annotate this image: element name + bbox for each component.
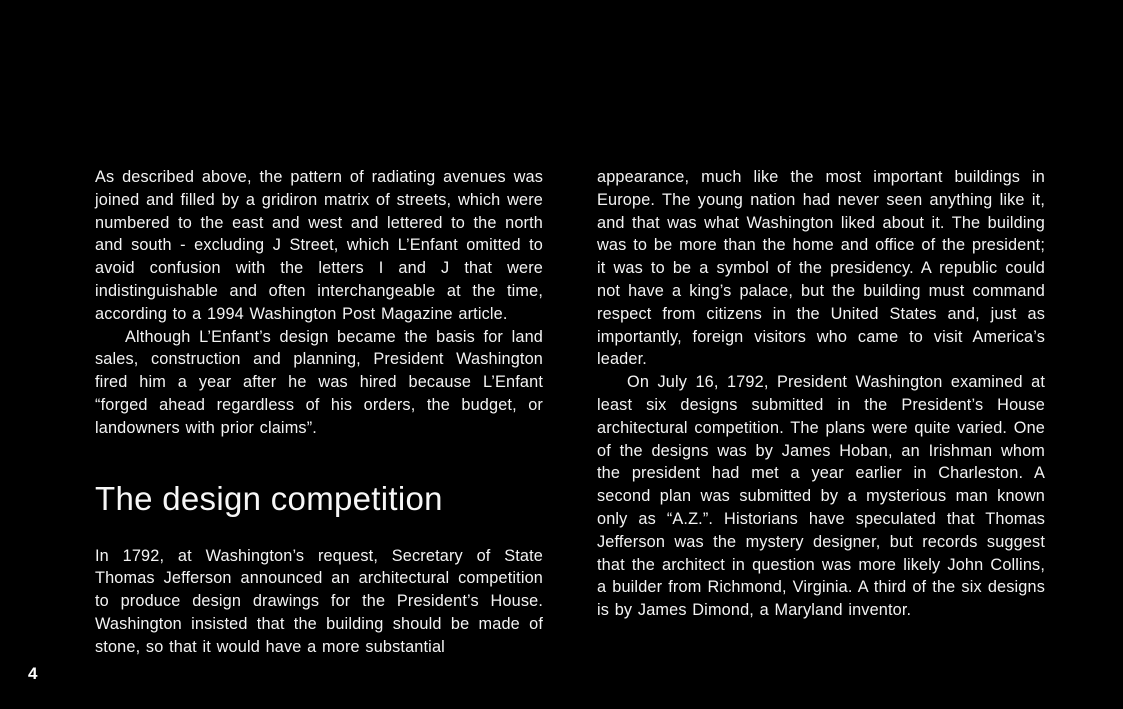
paragraph-competition-announced: In 1792, at Washington’s request, Secretary of State Thomas Jefferson announced an architectural competition to produce design drawings for the President’s House. Washington insisted that the building should be made of stone, so that it would have a more substantial — [95, 546, 543, 656]
page-number: 4 — [28, 664, 38, 683]
paragraph-building-symbol: appearance, much like the most important buildings in Europe. The young nation had never seen anything like it, and that was what Washington liked about it. The building was to be more than the home and office of the president; it was to be a symbol of the presidency. A republic could not have a king’s palace, but the building must command respect from citizens in the United States and, just as importantly, foreign visitors who came to visit America’s leader. — [597, 168, 1045, 369]
paragraph-six-designs: On July 16, 1792, President Washington examined at least six designs submitted in the President’s House architectural competition. The plans were quite varied. One of the designs was by James Hoban, an Irishman whom the president had met a year earlier in Charleston. A second plan was submitted by a mysterious man known only as “A.Z.”. Historians have speculated that Thomas Jefferson was the mystery designer, but records suggest that the architect in question was more likely John Collins, a builder from Richmond, Virginia. A third of the six designs is by James Dimond, a Maryland inventor. — [597, 373, 1045, 620]
left-column — [95, 166, 543, 659]
two-column-layout — [95, 166, 1045, 659]
section-heading: The design competition — [95, 479, 443, 517]
right-column — [597, 166, 1045, 659]
paragraph-lenfant-fired: Although L’Enfant’s design became the basis for land sales, construction and planning, President Washington fired him a year after he was hired because L’Enfant “forged ahead regardless of his orders, the budget, or landowners with prior claims”. — [95, 327, 543, 437]
paragraph-avenues-grid: As described above, the pattern of radiating avenues was joined and filled by a gridiron matrix of streets, which were numbered to the east and west and lettered to the north and south - excluding J Street, which L’Enfant omitted to avoid confusion with the letters I and J that were indistinguishable and often interchangeable at the time, according to a 1994 Washington Post Magazine article. — [95, 168, 543, 323]
